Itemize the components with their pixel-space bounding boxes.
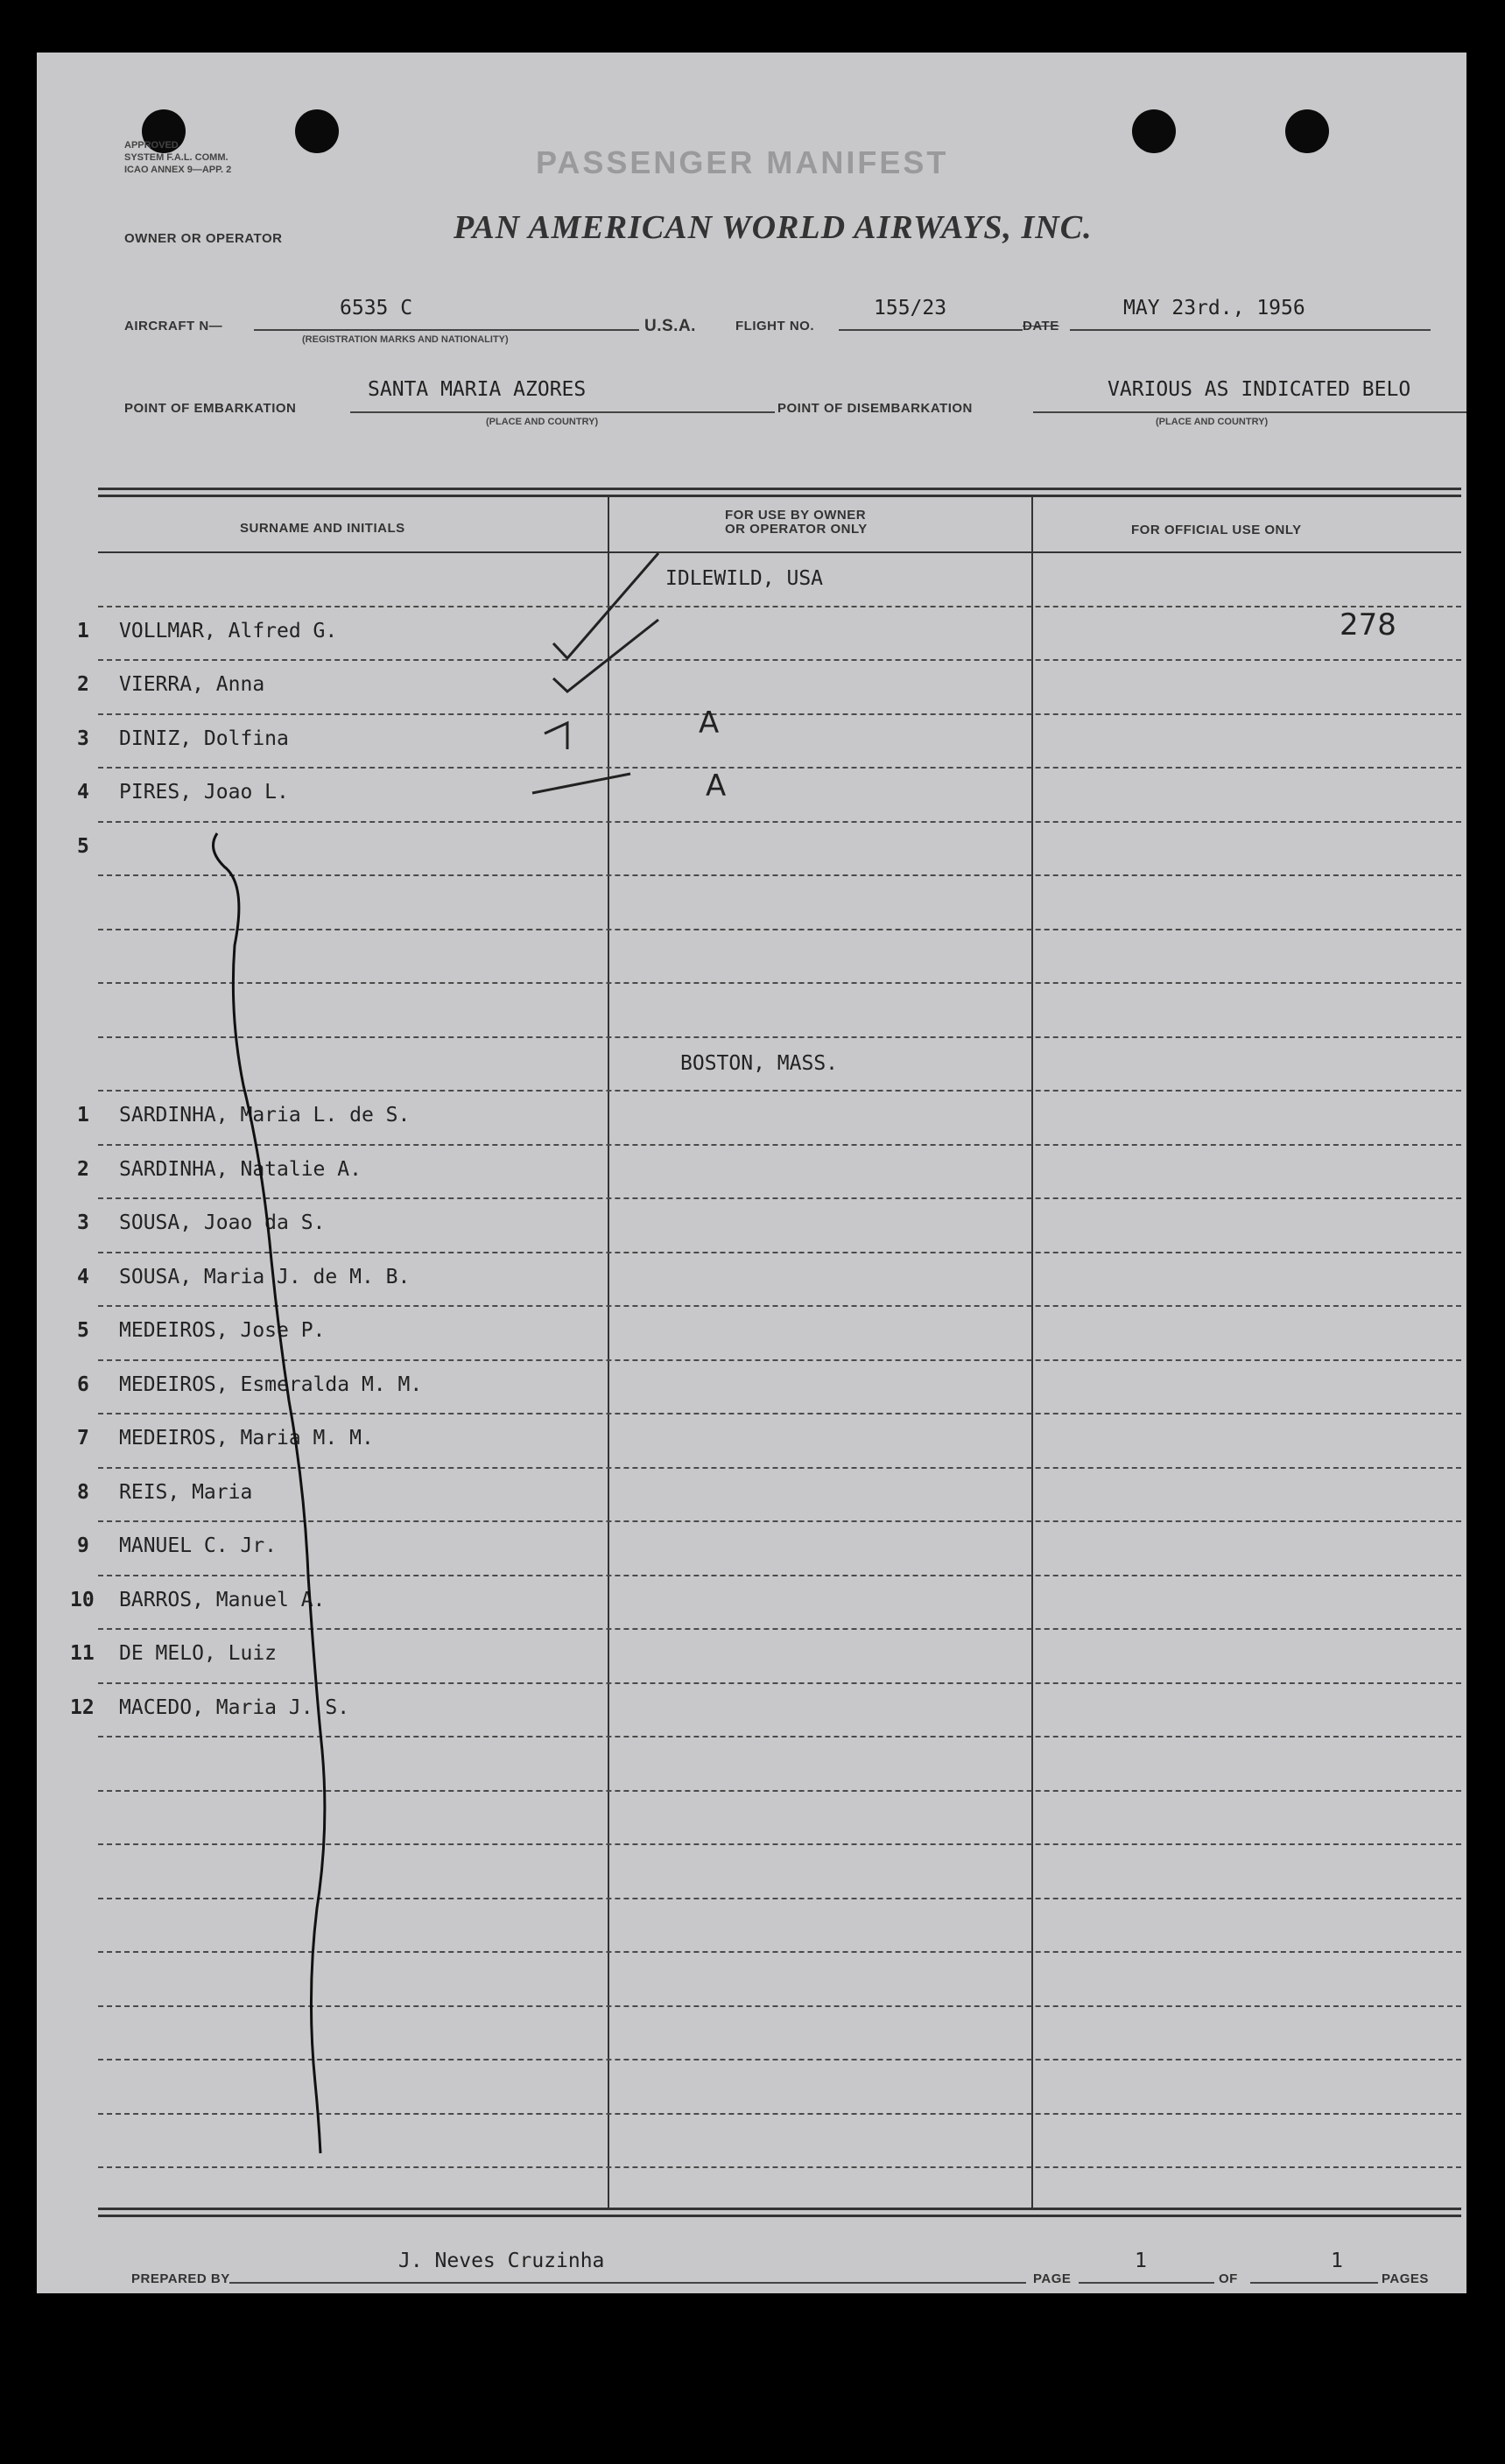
of-value: 1	[1331, 2250, 1343, 2272]
passenger-name: MACEDO, Maria J. S.	[119, 1696, 350, 1719]
embark-place-note: (PLACE AND COUNTRY)	[486, 417, 599, 427]
row-number: 4	[77, 781, 89, 804]
row-number: 6	[77, 1373, 89, 1396]
page-label: PAGE	[1033, 2271, 1072, 2286]
disembark-label: POINT OF DISEMBARKATION	[777, 401, 973, 416]
passenger-name: MEDEIROS, Esmeralda M. M.	[119, 1373, 423, 1396]
approval-line: APPROVED	[124, 140, 179, 151]
approval-line: ICAO ANNEX 9—APP. 2	[124, 165, 232, 175]
row-number: 5	[77, 1319, 89, 1342]
passenger-name: SARDINHA, Natalie A.	[119, 1158, 362, 1181]
passenger-name: MANUEL C. Jr.	[119, 1534, 278, 1557]
pages-label: PAGES	[1382, 2271, 1429, 2286]
row-number: 10	[70, 1589, 95, 1611]
embark-value: SANTA MARIA AZORES	[368, 378, 587, 401]
approval-line: SYSTEM F.A.L. COMM.	[124, 152, 229, 163]
row-number: 3	[77, 1211, 89, 1234]
date-value: MAY 23rd., 1956	[1123, 297, 1305, 319]
column-official: FOR OFFICIAL USE ONLY	[1131, 523, 1302, 537]
passenger-name: SOUSA, Joao da S.	[119, 1211, 326, 1234]
flight-value: 155/23	[874, 297, 947, 319]
row-number: 1	[77, 620, 89, 642]
column-surname: SURNAME AND INITIALS	[240, 521, 405, 536]
disembark-value: VARIOUS AS INDICATED BELO	[1108, 378, 1411, 401]
aircraft-label: AIRCRAFT N—	[124, 319, 223, 333]
passenger-name: BARROS, Manuel A.	[119, 1589, 326, 1611]
row-number: 7	[77, 1427, 89, 1450]
prepared-by-value: J. Neves Cruzinha	[398, 2250, 605, 2272]
passenger-name: SARDINHA, Maria L. de S.	[119, 1104, 411, 1127]
handwritten-a-mark: A	[699, 706, 720, 741]
usa-label: U.S.A.	[644, 317, 696, 335]
passenger-name: REIS, Maria	[119, 1481, 253, 1504]
handwritten-a-mark: A	[706, 769, 727, 804]
row-number: 1	[77, 1104, 89, 1127]
row-number: 5	[77, 835, 89, 858]
of-label: OF	[1219, 2271, 1238, 2286]
passenger-name: VIERRA, Anna	[119, 673, 265, 696]
row-number: 9	[77, 1534, 89, 1557]
passenger-name: PIRES, Joao L.	[119, 781, 289, 804]
row-number: 12	[70, 1696, 95, 1719]
passenger-name: SOUSA, Maria J. de M. B.	[119, 1266, 411, 1288]
date-label: DATE	[1023, 319, 1059, 333]
row-number: 2	[77, 1158, 89, 1181]
aircraft-value: 6535 C	[340, 297, 413, 319]
row-number: 8	[77, 1481, 89, 1504]
row-number: 4	[77, 1266, 89, 1288]
passenger-name: DINIZ, Dolfina	[119, 727, 289, 750]
page-value: 1	[1135, 2250, 1147, 2272]
destination-label: BOSTON, MASS.	[680, 1052, 839, 1075]
registration-note: (REGISTRATION MARKS AND NATIONALITY)	[302, 334, 509, 345]
destination-label: IDLEWILD, USA	[665, 567, 824, 590]
row-number: 11	[70, 1642, 95, 1665]
operator-logo: PAN AMERICAN WORLD AIRWAYS, INC.	[454, 209, 1093, 246]
prepared-label: PREPARED BY	[131, 2271, 230, 2286]
embark-label: POINT OF EMBARKATION	[124, 401, 297, 416]
row-number: 2	[77, 673, 89, 696]
row-number: 3	[77, 727, 89, 750]
page-title: PASSENGER MANIFEST	[536, 144, 949, 180]
column-owner-use-2: OR OPERATOR ONLY	[725, 522, 868, 537]
passenger-name: MEDEIROS, Maria M. M.	[119, 1427, 374, 1450]
passenger-name: VOLLMAR, Alfred G.	[119, 620, 338, 642]
official-note: 278	[1340, 607, 1396, 642]
owner-label: OWNER OR OPERATOR	[124, 231, 283, 246]
flight-label: FLIGHT NO.	[735, 319, 814, 333]
disembark-place-note: (PLACE AND COUNTRY)	[1156, 417, 1269, 427]
passenger-name: DE MELO, Luiz	[119, 1642, 278, 1665]
passenger-name: MEDEIROS, Jose P.	[119, 1319, 326, 1342]
column-owner-use-1: FOR USE BY OWNER	[725, 508, 867, 523]
